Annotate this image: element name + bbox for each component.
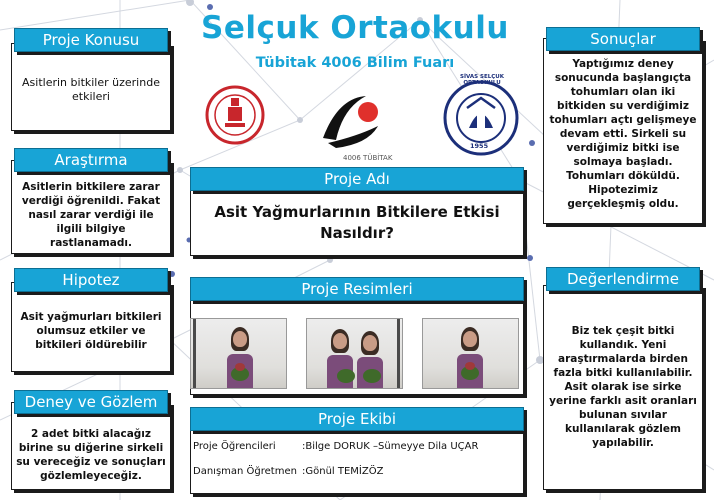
tubitak-logo-text: 4006 TÜBİTAK (343, 154, 393, 162)
proje-konusu-title: Proje Konusu (14, 28, 168, 52)
ekip-names-students: :Bilge DORUK –Sümeyye Dila UÇAR (302, 441, 479, 452)
project-photo-3 (422, 318, 519, 389)
hipotez-text: Asit yağmurları bitkileri olumsuz etkiler ve bitkileri öldürebilir (20, 311, 162, 351)
proje-resimleri-title: Proje Resimleri (190, 277, 524, 301)
proje-konusu-text: Asitlerin bitkiler üzerinde etkileri (22, 76, 160, 103)
deney-text: 2 adet bitki alacağız birine su diğerine sirkeli su vereceğiz ve sonuçları gözlemleyeceğiz. (16, 428, 166, 482)
sonuclar-text: Yaptığımız deney sonucunda başlangıçta tohumları olan iki bitkiden su verdiğimiz tohumları açtı gelişmeye devam etti. Sirkeli su verdiğimiz bitki ise solmaya başladı. Tohumları döküldü. Hipotezimiz gerçekleşmiş oldu. (549, 58, 697, 210)
proje-ekibi-title: Proje Ekibi (190, 407, 524, 431)
ministry-logo (205, 80, 265, 150)
proje-adi-title: Proje Adı (190, 167, 524, 191)
school-badge-text: SİVAS SELÇUK ORTAOKULU (459, 74, 504, 86)
school-badge-year: 1955 (470, 142, 489, 150)
proje-adi-text: Asit Yağmurlarının Bitkilere Etkisi Nasıldır? (214, 203, 500, 242)
ekip-names-advisor: :Gönül TEMİZÖZ (302, 466, 384, 477)
project-photo-1 (190, 318, 287, 389)
arastirma-text: Asitlerin bitkilere zarar verdiği öğrenildi. Fakat nasıl zarar verdiği ile ilgili bilgiye rastlanamadı. (21, 181, 161, 249)
degerlendirme-text: Biz tek çeşit bitki kullandık. Yeni araştırmalarda birden fazla bitki kullanılabilir. Asit olarak ise sirke yerine farklı asit oranları bulunan sıvılar kullanılarak gözlem yapılabilir. (549, 325, 697, 449)
hipotez-title: Hipotez (14, 268, 168, 292)
ekip-role-students: Proje Öğrencileri (193, 441, 276, 452)
ekip-role-advisor: Danışman Öğretmen (193, 466, 297, 477)
school-title: Selçuk Ortaokulu (201, 10, 509, 46)
sonuclar-title: Sonuçlar (546, 27, 700, 51)
tubitak-logo (318, 88, 398, 158)
arastirma-title: Araştırma (14, 148, 168, 172)
fair-subtitle: Tübitak 4006 Bilim Fuarı (255, 55, 455, 71)
project-photo-2 (306, 318, 403, 389)
degerlendirme-title: Değerlendirme (546, 267, 700, 291)
deney-title: Deney ve Gözlem (14, 390, 168, 414)
